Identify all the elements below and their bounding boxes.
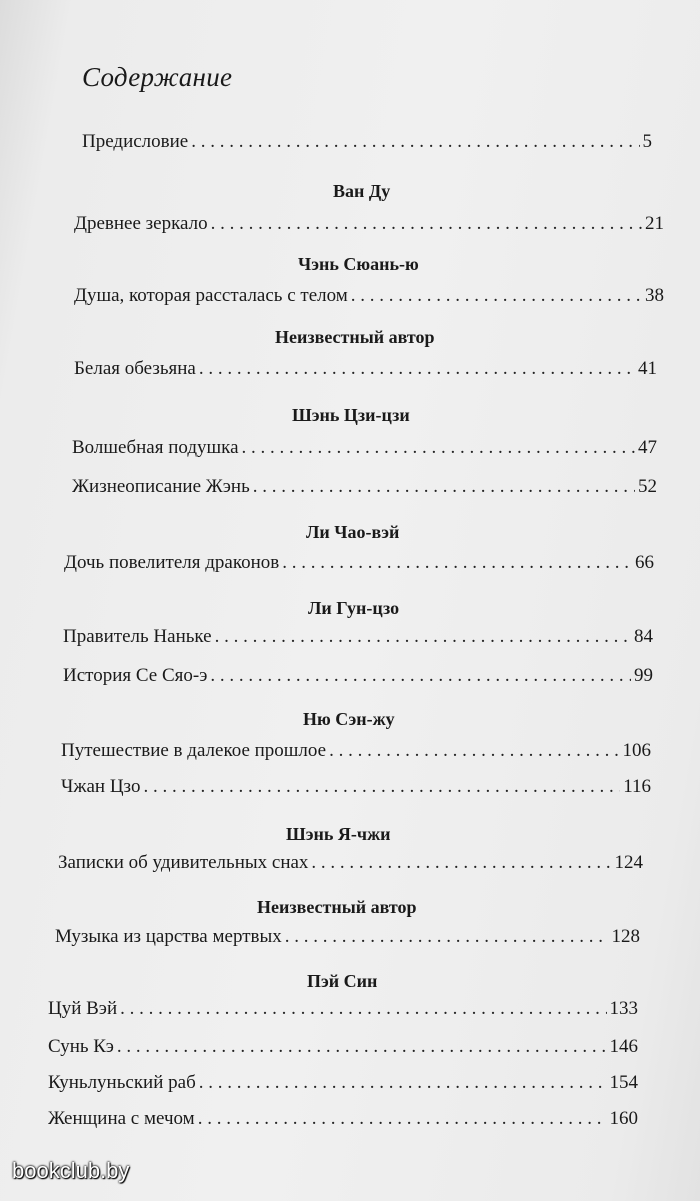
toc-leader-dots: [351, 284, 642, 308]
toc-entry: [72, 436, 657, 460]
toc-entry-title: Цуй Вэй: [48, 998, 118, 1019]
toc-entry: [64, 551, 654, 575]
toc-leader-dots: [199, 1071, 607, 1095]
toc-entry: [48, 1035, 638, 1059]
toc-entry-title: Жизнеописание Жэнь: [72, 476, 250, 497]
toc-entry-page: 5: [642, 131, 652, 152]
toc-entry-page: 154: [609, 1072, 638, 1093]
page-title: Содержание: [82, 62, 233, 92]
toc-author-heading: Ли Чао-вэй: [306, 522, 400, 542]
toc-entry-title: Белая обезьяна: [74, 358, 196, 379]
toc-author-heading: Чэнь Сюань-ю: [298, 254, 419, 274]
toc-entry-title: Душа, которая рассталась с телом: [74, 285, 348, 306]
toc-leader-dots: [210, 664, 631, 688]
toc-entry: [55, 925, 640, 949]
toc-leader-dots: [143, 775, 620, 799]
toc-entry-title: Предисловие: [82, 131, 189, 152]
toc-entry: [63, 664, 653, 688]
toc-entry-page: 133: [609, 998, 638, 1019]
toc-entry-title: Записки об удивительных снах: [58, 852, 309, 873]
toc-entry-page: 38: [645, 285, 664, 306]
toc-author-heading: Ван Ду: [333, 181, 391, 201]
toc-entry-title: Правитель Наньке: [63, 626, 212, 647]
toc-leader-dots: [253, 475, 635, 499]
toc-entry-title: Музыка из царства мертвых: [55, 926, 282, 947]
toc-entry: [61, 739, 651, 763]
toc-entry: [48, 1071, 638, 1095]
toc-author-heading: Ли Гун-цзо: [308, 598, 400, 618]
toc-entry: [48, 997, 638, 1021]
toc-entry-title: Волшебная подушка: [72, 437, 239, 458]
toc-leader-dots: [191, 130, 639, 154]
toc-entry-title: Путешествие в далекое прошлое: [61, 740, 327, 761]
toc-leader-dots: [282, 551, 632, 575]
toc-entry-title: Чжан Цзо: [61, 776, 141, 797]
toc-author-heading: Шэнь Я-чжи: [286, 824, 391, 844]
toc-entry-page: 52: [638, 476, 657, 497]
toc-author-heading: Пэй Син: [307, 971, 378, 991]
toc-entry-title: Куньлуньский раб: [48, 1072, 196, 1093]
toc-entry-title: Дочь повелителя драконов: [64, 552, 280, 573]
toc-entry-page: 160: [609, 1108, 638, 1129]
toc-author-heading: Шэнь Цзи-цзи: [292, 405, 410, 425]
toc-entry: [72, 475, 657, 499]
toc-entry: [74, 212, 664, 236]
toc-entry-title: История Се Сяо-э: [63, 665, 208, 686]
toc-entry: [74, 284, 664, 308]
toc-entry-page: 116: [623, 776, 651, 797]
toc-entry-page: 106: [622, 740, 651, 761]
toc-leader-dots: [285, 925, 609, 949]
toc-entry-page: 124: [614, 852, 643, 873]
toc-entry-page: 21: [645, 213, 664, 234]
toc-entry-title: Женщина с мечом: [48, 1108, 195, 1129]
toc-entry-page: 128: [611, 926, 640, 947]
toc-entry-page: 41: [638, 358, 657, 379]
toc-leader-dots: [215, 625, 631, 649]
toc-leader-dots: [242, 436, 635, 460]
toc-entry: [82, 130, 652, 154]
toc-entry: [61, 775, 651, 799]
toc-author-heading: Неизвестный автор: [257, 897, 417, 917]
toc-author-heading: Неизвестный автор: [275, 327, 435, 347]
toc-entry-page: 47: [638, 437, 657, 458]
toc-entry-page: 146: [609, 1036, 638, 1057]
toc-leader-dots: [198, 1107, 607, 1131]
toc-entry: [74, 357, 657, 381]
toc-leader-dots: [311, 851, 611, 875]
toc-entry-page: 66: [635, 552, 654, 573]
toc-leader-dots: [117, 1035, 607, 1059]
toc-entry-title: Сунь Кэ: [48, 1036, 114, 1057]
toc-leader-dots: [120, 997, 606, 1021]
toc-entry: [48, 1107, 638, 1131]
toc-entry-title: Древнее зеркало: [74, 213, 208, 234]
toc-leader-dots: [199, 357, 635, 381]
toc-entry-page: 99: [634, 665, 653, 686]
watermark-text: bookclub.by: [12, 1158, 130, 1183]
toc-leader-dots: [211, 212, 642, 236]
toc-entry-page: 84: [634, 626, 653, 647]
toc-entry: [58, 851, 643, 875]
toc-entry: [63, 625, 653, 649]
toc-leader-dots: [329, 739, 619, 763]
toc-author-heading: Ню Сэн-жу: [303, 709, 395, 729]
